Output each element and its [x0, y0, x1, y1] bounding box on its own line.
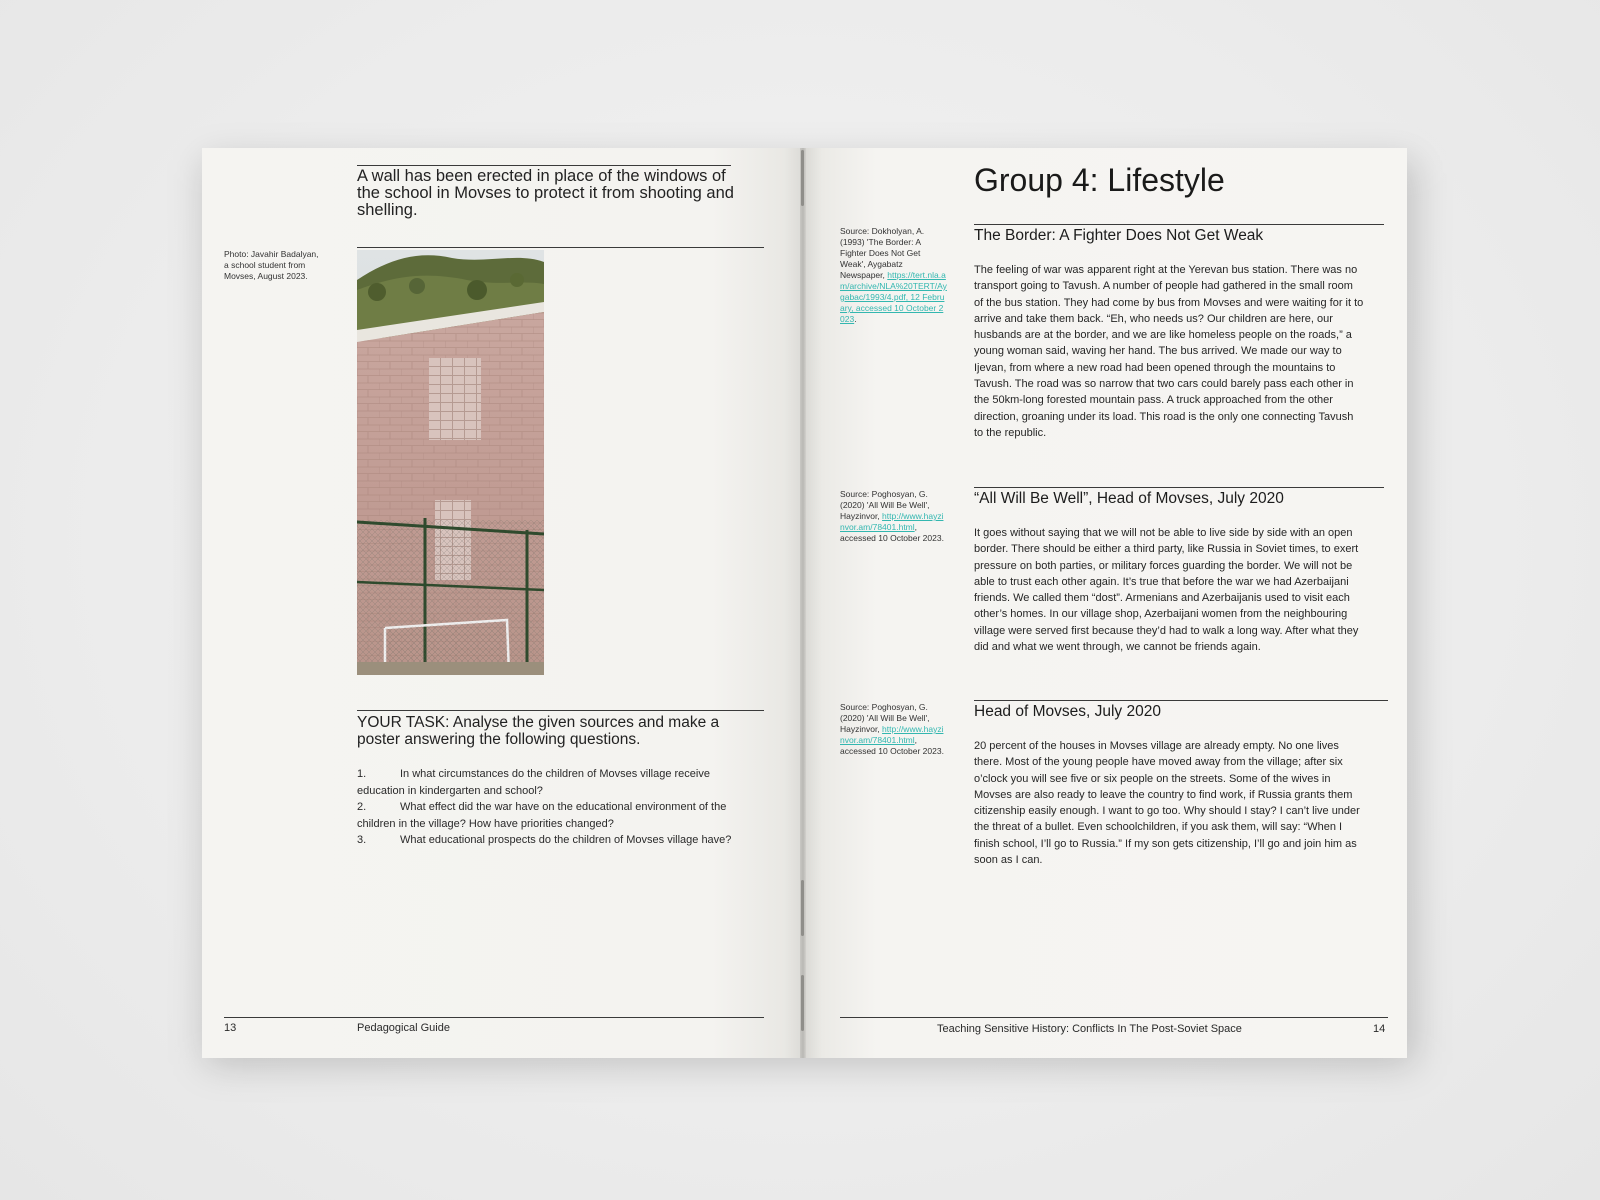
question-list	[357, 766, 747, 849]
footer-rule	[224, 1017, 764, 1018]
section-body: The feeling of war was apparent right at the Yerevan bus station. There was no transport going to Tavush. A number of people had gathered in the small room of the bus station. They had come by bus from Movses and were waiting for it to arrive and take them back. “Eh, who needs us? Our children are here, our husbands are at the border, and we are like homeless people on the roads,” a young woman said, waving her hand. The bus arrived. We made our way to Ijevan, from where a new road had been opened through the mountains to Tavush. The road was so narrow that two cars could barely pass each other in the 50km-long forested mountain pass. A truck approached from the other direction, groaning under its load. This road is the only one connecting Tavush to the republic.	[974, 264, 1364, 439]
source-link[interactable]: https://tert.nla.am/archive/NLA%20TERT/Aygabac/1993/4.pdf, 12 February, accessed 10 October 2023	[840, 270, 947, 324]
page-number-left: 13	[224, 1022, 237, 1034]
source-end: .	[854, 314, 857, 324]
footer-rule	[840, 1017, 1388, 1018]
question-item	[357, 799, 747, 832]
question-number: 3.	[357, 834, 367, 846]
binding-stitch	[801, 975, 804, 1031]
section-heading: “All Will Be Well”, Head of Movses, July 2020	[974, 490, 1284, 507]
question-text: What educational prospects do the children of Movses village have?	[400, 834, 732, 846]
source-text: Source: Poghosyan, G. (2020) 'All Will Be Well', Hayzinvor,	[840, 702, 930, 734]
photo-heading: A wall has been erected in place of the windows of the school in Movses to protect it from shooting and shelling.	[357, 167, 734, 219]
source-link[interactable]: http://www.hayzinvor.am/78401.html	[840, 724, 944, 745]
source-note	[840, 702, 946, 757]
source-link[interactable]: http://www.hayzinvor.am/78401.html	[840, 511, 944, 532]
source-end: , accessed 10 October 2023.	[840, 522, 944, 543]
section-heading: Head of Movses, July 2020	[974, 703, 1161, 720]
section-rule	[974, 224, 1384, 225]
section-rule	[974, 700, 1388, 701]
source-end: , accessed 10 October 2023.	[840, 735, 944, 756]
footer-title-left: Pedagogical Guide	[357, 1022, 450, 1034]
question-text: What effect did the war have on the educational environment of the children in the village? How have priorities changed?	[357, 801, 727, 830]
section-body: It goes without saying that we will not be able to live side by side with an open border. There should be either a third party, like Russia in Soviet times, to exert pressure on both parties, or military forces guarding the border. We will not be able to trust each other again. It’s true that before the war we had Azerbaijani friends. We called them “dost”. Armenians and Azerbaijanis used to visit each other’s homes. In our village shop, Azerbaijani women from the neighbouring village were served first because they’d had to walk a long way. After what they did and what we went through, we cannot be friends again.	[974, 527, 1359, 654]
section-rule	[974, 487, 1384, 488]
source-note	[840, 489, 946, 544]
question-text: In what circumstances do the children of Movses village receive education in kindergarten and school?	[357, 768, 710, 797]
question-item	[357, 766, 747, 799]
page-title: Group 4: Lifestyle	[974, 162, 1225, 198]
task-heading: YOUR TASK: Analyse the given sources and make a poster answering the following questions.	[357, 714, 720, 748]
photo-caption: Photo: Javahir Badalyan, a school student from Movses, August 2023.	[224, 249, 319, 281]
question-number: 1.	[357, 768, 367, 780]
source-text: Source: Dokholyan, A. (1993) 'The Border: A Fighter Does Not Get Weak', Aygabatz Newspaper,	[840, 226, 925, 280]
question-number: 2.	[357, 801, 367, 813]
source-note	[840, 226, 948, 325]
task-rule	[357, 710, 764, 711]
question-item	[357, 832, 747, 849]
school-wall-photo	[357, 250, 544, 675]
binding-stitch	[801, 880, 804, 936]
heading-rule	[357, 165, 731, 166]
school-wall-image	[357, 250, 544, 675]
footer-title-right: Teaching Sensitive History: Conflicts In The Post-Soviet Space	[937, 1023, 1242, 1035]
section-heading: The Border: A Fighter Does Not Get Weak	[974, 227, 1264, 244]
binding-stitch	[801, 150, 804, 206]
section-body: 20 percent of the houses in Movses village are already empty. No one lives there. Most of the young people have moved away from the village; after six o’clock you will see five or six people on the streets. Some of the wives in Movses are also ready to leave the country to find work, if Russia grants them citizenship easily enough. I want to go too. Why should I stay? I can’t live under the threat of a bullet. Even schoolchildren, if you ask them, will say: “When I finish school, I’ll go to Russia.” If my son gets citizenship, I’ll go and join him as soon as I can.	[974, 740, 1360, 867]
source-text: Source: Poghosyan, G. (2020) 'All Will Be Well', Hayzinvor,	[840, 489, 930, 521]
page-number-right: 14	[1373, 1023, 1386, 1035]
photo-rule	[357, 247, 764, 248]
